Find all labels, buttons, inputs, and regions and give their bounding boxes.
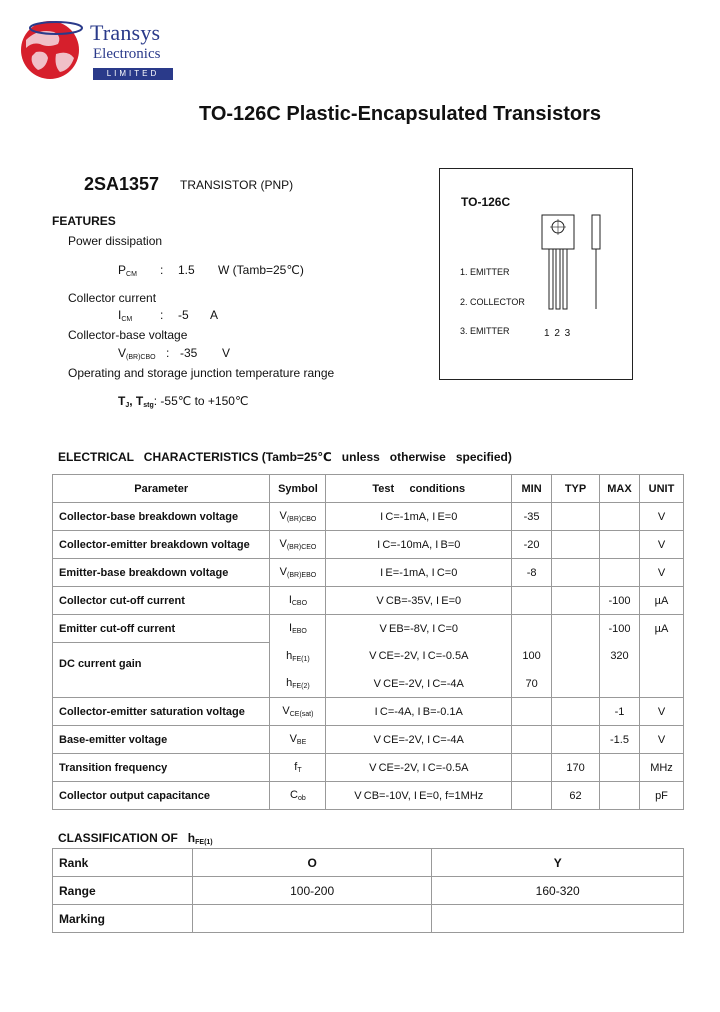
max-cell: -1.5: [600, 726, 640, 754]
range-o: 100-200: [192, 877, 432, 905]
parameter-cell: Collector-emitter saturation voltage: [53, 698, 270, 726]
rank-y: Y: [432, 849, 684, 877]
power-dissipation-label: Power dissipation: [68, 234, 163, 248]
range-label: Range: [53, 877, 193, 905]
icm-colon: :: [160, 308, 164, 322]
symbol-cell: $C_{ob}$: [270, 782, 326, 810]
icm-symbol: $I_{CM}$: [118, 308, 133, 323]
features-heading: FEATURES: [52, 214, 116, 228]
electrical-heading: ELECTRICAL CHARACTERISTICS (Tamb=25℃ unless otherwise specified): [58, 450, 512, 464]
vbr-symbol: $V_{(BR)CBO}$: [118, 346, 156, 361]
pin-2-label: 2. COLLECTOR: [460, 297, 525, 307]
min-cell: -35: [512, 503, 552, 531]
typ-cell: 62: [552, 782, 600, 810]
header-min: MIN: [512, 475, 552, 503]
conditions-cell: V CE=-2V, I C=-0.5A: [326, 754, 512, 782]
header-parameter: Parameter: [53, 475, 270, 503]
icm-unit: A: [210, 308, 219, 322]
marking-o: [192, 905, 432, 933]
max-cell: -100: [600, 615, 640, 643]
min-cell: -20: [512, 531, 552, 559]
vbr-value: -35: [180, 346, 198, 360]
unit-cell: V: [639, 503, 683, 531]
max-cell: [600, 754, 640, 782]
package-diagram-box: [439, 168, 633, 380]
parameter-cell: Emitter cut-off current: [53, 615, 270, 643]
max-cell: [600, 559, 640, 587]
typ-cell: [552, 726, 600, 754]
pcm-unit: W (Tamb=25℃): [218, 263, 304, 277]
min-cell: 70: [512, 670, 552, 698]
company-tag: LIMITED: [93, 68, 173, 80]
typ-cell: [552, 587, 600, 615]
header-conditions: Test conditions: [326, 475, 512, 503]
table-row: [53, 643, 684, 671]
min-cell: [512, 615, 552, 643]
parameter-cell: Collector cut-off current: [53, 587, 270, 615]
table-header-row: [53, 475, 684, 503]
pin-3-label: 3. EMITTER: [460, 326, 510, 336]
collector-current-label: Collector current: [68, 291, 157, 305]
conditions-cell: V CE=-2V, I C=-0.5A: [326, 643, 512, 671]
symbol-cell: $h_{FE(2)}$: [270, 670, 326, 698]
max-cell: [600, 782, 640, 810]
collector-base-voltage-label: Collector-base voltage: [68, 328, 188, 342]
symbol-cell: $V_{CE(sat)}$: [270, 698, 326, 726]
table-row: [53, 782, 684, 810]
table-row: [53, 698, 684, 726]
vbr-unit: V: [222, 346, 231, 360]
table-row: [53, 615, 684, 643]
pin-1-label: 1. EMITTER: [460, 267, 510, 277]
max-cell: -1: [600, 698, 640, 726]
conditions-cell: V EB=-8V, I C=0: [326, 615, 512, 643]
table-row: [53, 587, 684, 615]
unit-cell: MHz: [639, 754, 683, 782]
company-globe-logo: [18, 18, 86, 80]
pcm-symbol: $P_{CM}$: [118, 263, 137, 278]
symbol-cell: $I_{EBO}$: [270, 615, 326, 643]
part-type: TRANSISTOR (PNP): [180, 178, 294, 192]
document-title: TO-126C Plastic-Encapsulated Transistors: [198, 103, 601, 125]
parameter-cell: Collector-emitter breakdown voltage: [53, 531, 270, 559]
pin-numbers: 1 2 3: [544, 328, 572, 339]
min-cell: [512, 698, 552, 726]
pcm-value: 1.5: [178, 263, 195, 277]
header-typ: TYP: [552, 475, 600, 503]
symbol-cell: $V_{BE}$: [270, 726, 326, 754]
parameter-cell: Transition frequency: [53, 754, 270, 782]
typ-cell: [552, 559, 600, 587]
conditions-cell: I C=-10mA, I B=0: [326, 531, 512, 559]
header-max: MAX: [600, 475, 640, 503]
symbol-cell: $I_{CBO}$: [270, 587, 326, 615]
typ-cell: [552, 615, 600, 643]
header-unit: UNIT: [639, 475, 683, 503]
symbol-cell: $V_{(BR)EBO}$: [270, 559, 326, 587]
company-subtitle: Electronics: [93, 46, 161, 62]
classification-table: [52, 848, 684, 933]
unit-cell: pF: [639, 782, 683, 810]
table-row: [53, 531, 684, 559]
parameter-cell: Collector-base breakdown voltage: [53, 503, 270, 531]
symbol-cell: $V_{(BR)CEO}$: [270, 531, 326, 559]
unit-cell: V: [639, 698, 683, 726]
company-name: Transys: [90, 20, 161, 45]
conditions-cell: I C=-4A, I B=-0.1A: [326, 698, 512, 726]
table-row: [53, 726, 684, 754]
parameter-cell: Base-emitter voltage: [53, 726, 270, 754]
typ-cell: [552, 698, 600, 726]
table-row: [53, 559, 684, 587]
max-cell: -100: [600, 587, 640, 615]
parameter-cell: [53, 670, 270, 698]
symbol-cell: $V_{(BR)CBO}$: [270, 503, 326, 531]
unit-cell: [639, 643, 683, 671]
unit-cell: V: [639, 559, 683, 587]
max-cell: [600, 503, 640, 531]
conditions-cell: V CB=-35V, I E=0: [326, 587, 512, 615]
symbol-cell: $f_T$: [270, 754, 326, 782]
marking-y: [432, 905, 684, 933]
parameter-cell: Collector output capacitance: [53, 782, 270, 810]
min-cell: 100: [512, 643, 552, 671]
unit-cell: [639, 670, 683, 698]
max-cell: 320: [600, 643, 640, 671]
max-cell: [600, 670, 640, 698]
temperature-range-label: Operating and storage junction temperature range: [68, 366, 335, 380]
marking-label: Marking: [53, 905, 193, 933]
unit-cell: V: [639, 531, 683, 559]
typ-cell: [552, 643, 600, 671]
parameter-cell: Emitter-base breakdown voltage: [53, 559, 270, 587]
typ-cell: 170: [552, 754, 600, 782]
typ-cell: [552, 503, 600, 531]
max-cell: [600, 531, 640, 559]
min-cell: -8: [512, 559, 552, 587]
min-cell: [512, 726, 552, 754]
electrical-characteristics-table: [52, 474, 684, 810]
table-row: [53, 503, 684, 531]
table-row: [53, 877, 684, 905]
table-row: [53, 670, 684, 698]
min-cell: [512, 782, 552, 810]
package-outline-drawing: [538, 213, 618, 313]
min-cell: [512, 587, 552, 615]
table-row: [53, 905, 684, 933]
classification-heading: CLASSIFICATION OF $h_{FE(1)}$: [58, 831, 213, 846]
conditions-cell: V CB=-10V, I E=0, f=1MHz: [326, 782, 512, 810]
conditions-cell: I C=-1mA, I E=0: [326, 503, 512, 531]
unit-cell: µA: [639, 587, 683, 615]
min-cell: [512, 754, 552, 782]
typ-cell: [552, 531, 600, 559]
unit-cell: µA: [639, 615, 683, 643]
rank-o: O: [192, 849, 432, 877]
temperature-range-value: $T_J$, $T_{stg}$: -55℃ to +150℃: [118, 394, 249, 409]
package-label: TO-126C: [461, 195, 511, 209]
conditions-cell: V CE=-2V, I C=-4A: [326, 670, 512, 698]
vbr-colon: :: [166, 346, 170, 360]
pcm-colon: :: [160, 263, 164, 277]
table-row: [53, 849, 684, 877]
part-number: 2SA1357: [84, 174, 160, 194]
unit-cell: V: [639, 726, 683, 754]
icm-value: -5: [178, 308, 189, 322]
rank-label: Rank: [53, 849, 193, 877]
conditions-cell: I E=-1mA, I C=0: [326, 559, 512, 587]
parameter-cell: DC current gain: [53, 643, 270, 671]
table-row: [53, 754, 684, 782]
range-y: 160-320: [432, 877, 684, 905]
header-symbol: Symbol: [270, 475, 326, 503]
symbol-cell: $h_{FE(1)}$: [270, 643, 326, 671]
conditions-cell: V CE=-2V, I C=-4A: [326, 726, 512, 754]
typ-cell: [552, 670, 600, 698]
